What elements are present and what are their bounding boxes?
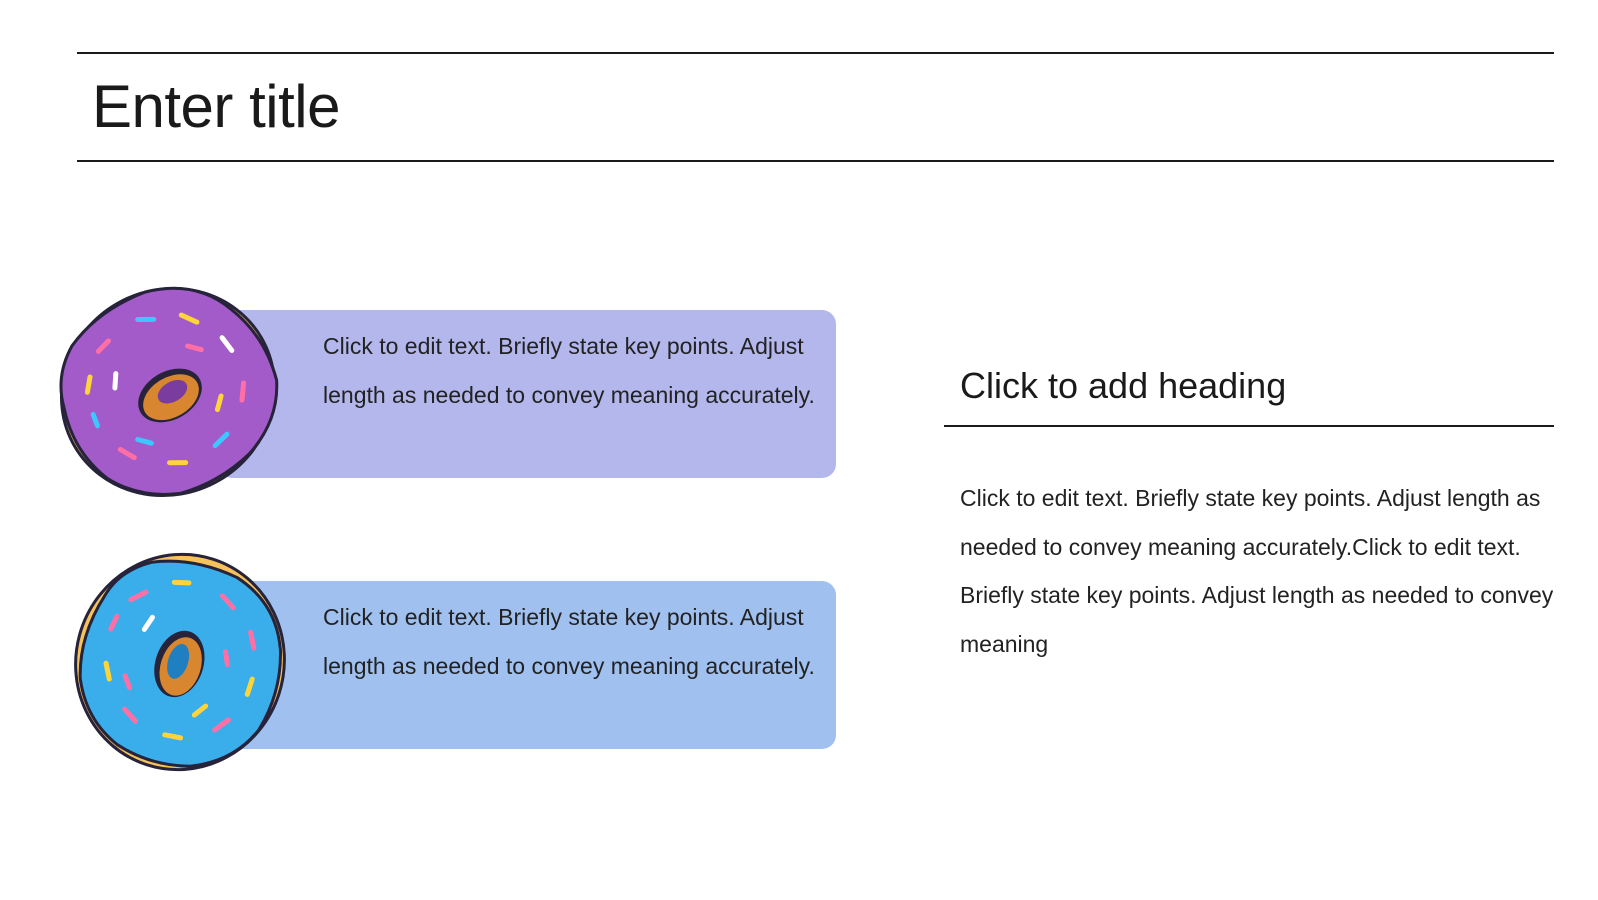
purple-frosted-donut-icon	[48, 272, 288, 512]
blue-frosted-donut-icon	[60, 542, 300, 782]
page-title[interactable]: Enter title	[92, 73, 340, 140]
section-heading[interactable]: Click to add heading	[960, 365, 1287, 406]
title-bottom-rule	[77, 160, 1554, 162]
section-body-text[interactable]: Click to edit text. Briefly state key points. Adjust length as needed to convey meaning accurately.Click to edit text. Briefly state key points. Adjust length as needed to convey meaning	[960, 485, 1554, 657]
heading-rule	[944, 425, 1554, 427]
card-1-text[interactable]: Click to edit text. Briefly state key points. Adjust length as needed to convey meaning accurately.	[323, 333, 815, 408]
title-top-rule	[77, 52, 1554, 54]
card-2-text[interactable]: Click to edit text. Briefly state key points. Adjust length as needed to convey meaning accurately.	[323, 604, 815, 679]
